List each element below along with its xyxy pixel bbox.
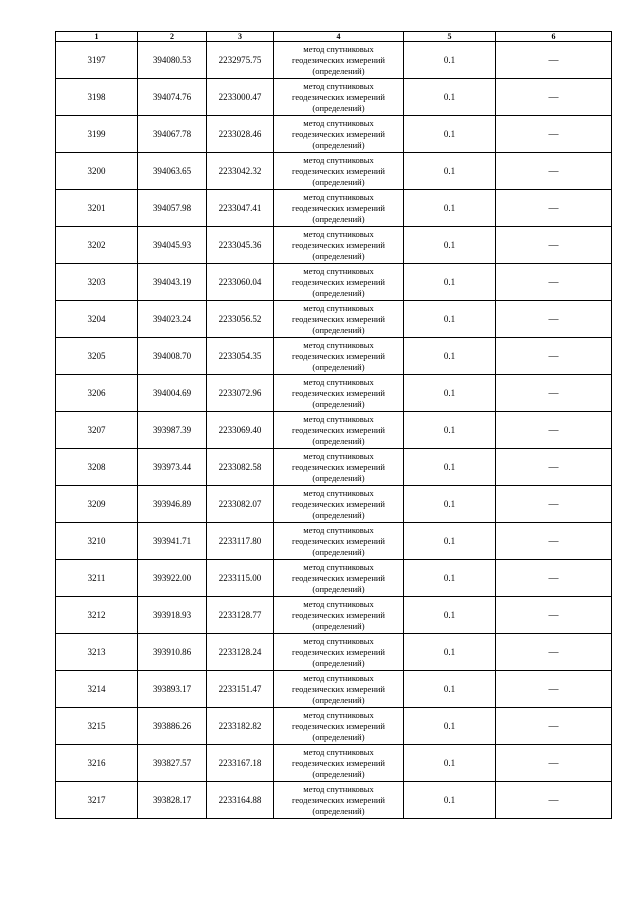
note-cell: — [496, 523, 612, 560]
note-cell: — [496, 301, 612, 338]
table-row [56, 375, 612, 412]
method-line-2: геодезических измерений [292, 720, 385, 731]
accuracy-cell: 0.1 [404, 227, 496, 264]
accuracy-cell: 0.1 [404, 264, 496, 301]
method-line-1: метод спутниковых [303, 154, 374, 165]
header-row [56, 32, 612, 42]
method-line-2: геодезических измерений [292, 54, 385, 65]
y-coordinate-cell: 2233117.80 [207, 523, 274, 560]
method-line-3: (определений) [312, 546, 365, 557]
method-cell [274, 412, 404, 449]
note-cell: — [496, 79, 612, 116]
column-header-6: 6 [496, 32, 612, 42]
method-line-1: метод спутниковых [303, 80, 374, 91]
column-header-3: 3 [207, 32, 274, 42]
x-coordinate-cell: 394023.24 [138, 301, 207, 338]
method-cell [274, 597, 404, 634]
table-row [56, 42, 612, 79]
note-cell: — [496, 153, 612, 190]
method-line-2: геодезических измерений [292, 165, 385, 176]
accuracy-cell: 0.1 [404, 671, 496, 708]
y-coordinate-cell: 2233115.00 [207, 560, 274, 597]
method-line-2: геодезических измерений [292, 461, 385, 472]
x-coordinate-cell: 393886.26 [138, 708, 207, 745]
note-cell: — [496, 412, 612, 449]
note-cell: — [496, 449, 612, 486]
method-line-1: метод спутниковых [303, 117, 374, 128]
method-line-3: (определений) [312, 657, 365, 668]
method-line-2: геодезических измерений [292, 313, 385, 324]
x-coordinate-cell: 393987.39 [138, 412, 207, 449]
accuracy-cell: 0.1 [404, 523, 496, 560]
point-number-cell: 3211 [56, 560, 138, 597]
accuracy-cell: 0.1 [404, 116, 496, 153]
point-number-cell: 3197 [56, 42, 138, 79]
point-number-cell: 3199 [56, 116, 138, 153]
point-number-cell: 3209 [56, 486, 138, 523]
method-line-3: (определений) [312, 324, 365, 335]
method-line-3: (определений) [312, 361, 365, 372]
y-coordinate-cell: 2233151.47 [207, 671, 274, 708]
accuracy-cell: 0.1 [404, 560, 496, 597]
method-line-2: геодезических измерений [292, 350, 385, 361]
x-coordinate-cell: 393922.00 [138, 560, 207, 597]
method-line-2: геодезических измерений [292, 91, 385, 102]
accuracy-cell: 0.1 [404, 745, 496, 782]
method-line-3: (определений) [312, 731, 365, 742]
point-number-cell: 3208 [56, 449, 138, 486]
point-number-cell: 3204 [56, 301, 138, 338]
coordinates-table [55, 31, 612, 819]
table-row [56, 338, 612, 375]
method-cell [274, 560, 404, 597]
x-coordinate-cell: 393946.89 [138, 486, 207, 523]
x-coordinate-cell: 394008.70 [138, 338, 207, 375]
method-line-2: геодезических измерений [292, 794, 385, 805]
method-line-1: метод спутниковых [303, 376, 374, 387]
point-number-cell: 3214 [56, 671, 138, 708]
method-line-3: (определений) [312, 398, 365, 409]
method-cell [274, 745, 404, 782]
method-line-1: метод спутниковых [303, 746, 374, 757]
table-row [56, 264, 612, 301]
method-cell [274, 190, 404, 227]
table-row [56, 116, 612, 153]
method-line-3: (определений) [312, 102, 365, 113]
method-line-1: метод спутниковых [303, 709, 374, 720]
table-row [56, 79, 612, 116]
table-row [56, 782, 612, 819]
accuracy-cell: 0.1 [404, 190, 496, 227]
method-line-1: метод спутниковых [303, 598, 374, 609]
column-header-1: 1 [56, 32, 138, 42]
table-row [56, 708, 612, 745]
table-row [56, 634, 612, 671]
method-line-1: метод спутниковых [303, 228, 374, 239]
y-coordinate-cell: 2233047.41 [207, 190, 274, 227]
table-row [56, 301, 612, 338]
table-row [56, 523, 612, 560]
y-coordinate-cell: 2233167.18 [207, 745, 274, 782]
table-header [56, 32, 612, 42]
y-coordinate-cell: 2233182.82 [207, 708, 274, 745]
point-number-cell: 3216 [56, 745, 138, 782]
point-number-cell: 3212 [56, 597, 138, 634]
note-cell: — [496, 560, 612, 597]
table-row [56, 449, 612, 486]
method-line-2: геодезических измерений [292, 683, 385, 694]
method-line-2: геодезических измерений [292, 498, 385, 509]
x-coordinate-cell: 393910.86 [138, 634, 207, 671]
note-cell: — [496, 745, 612, 782]
table-row [56, 745, 612, 782]
point-number-cell: 3205 [56, 338, 138, 375]
method-line-3: (определений) [312, 176, 365, 187]
note-cell: — [496, 708, 612, 745]
point-number-cell: 3202 [56, 227, 138, 264]
table-row [56, 412, 612, 449]
point-number-cell: 3215 [56, 708, 138, 745]
accuracy-cell: 0.1 [404, 597, 496, 634]
method-line-3: (определений) [312, 805, 365, 816]
method-line-1: метод спутниковых [303, 487, 374, 498]
note-cell: — [496, 116, 612, 153]
accuracy-cell: 0.1 [404, 375, 496, 412]
table-row [56, 560, 612, 597]
method-line-3: (определений) [312, 435, 365, 446]
method-line-1: метод спутниковых [303, 413, 374, 424]
method-cell [274, 449, 404, 486]
y-coordinate-cell: 2233082.58 [207, 449, 274, 486]
x-coordinate-cell: 394067.78 [138, 116, 207, 153]
method-line-1: метод спутниковых [303, 635, 374, 646]
column-header-2: 2 [138, 32, 207, 42]
method-line-2: геодезических измерений [292, 757, 385, 768]
column-header-4: 4 [274, 32, 404, 42]
point-number-cell: 3206 [56, 375, 138, 412]
note-cell: — [496, 597, 612, 634]
accuracy-cell: 0.1 [404, 301, 496, 338]
note-cell: — [496, 671, 612, 708]
x-coordinate-cell: 394004.69 [138, 375, 207, 412]
method-line-2: геодезических измерений [292, 387, 385, 398]
x-coordinate-cell: 393827.57 [138, 745, 207, 782]
x-coordinate-cell: 393918.93 [138, 597, 207, 634]
y-coordinate-cell: 2233060.04 [207, 264, 274, 301]
method-line-2: геодезических измерений [292, 128, 385, 139]
accuracy-cell: 0.1 [404, 153, 496, 190]
method-line-3: (определений) [312, 250, 365, 261]
table-row [56, 190, 612, 227]
method-line-3: (определений) [312, 65, 365, 76]
x-coordinate-cell: 394063.65 [138, 153, 207, 190]
accuracy-cell: 0.1 [404, 708, 496, 745]
y-coordinate-cell: 2233069.40 [207, 412, 274, 449]
method-cell [274, 671, 404, 708]
note-cell: — [496, 486, 612, 523]
point-number-cell: 3213 [56, 634, 138, 671]
table-body [56, 42, 612, 819]
accuracy-cell: 0.1 [404, 79, 496, 116]
method-line-2: геодезических измерений [292, 202, 385, 213]
y-coordinate-cell: 2232975.75 [207, 42, 274, 79]
method-line-1: метод спутниковых [303, 191, 374, 202]
note-cell: — [496, 227, 612, 264]
method-line-2: геодезических измерений [292, 609, 385, 620]
method-line-1: метод спутниковых [303, 672, 374, 683]
method-cell [274, 523, 404, 560]
y-coordinate-cell: 2233000.47 [207, 79, 274, 116]
method-line-3: (определений) [312, 139, 365, 150]
point-number-cell: 3201 [56, 190, 138, 227]
x-coordinate-cell: 394043.19 [138, 264, 207, 301]
note-cell: — [496, 634, 612, 671]
y-coordinate-cell: 2233042.32 [207, 153, 274, 190]
y-coordinate-cell: 2233045.36 [207, 227, 274, 264]
method-cell [274, 227, 404, 264]
method-cell [274, 634, 404, 671]
table-row [56, 153, 612, 190]
method-cell [274, 375, 404, 412]
method-line-3: (определений) [312, 620, 365, 631]
accuracy-cell: 0.1 [404, 449, 496, 486]
method-line-2: геодезических измерений [292, 535, 385, 546]
accuracy-cell: 0.1 [404, 42, 496, 79]
method-line-3: (определений) [312, 213, 365, 224]
note-cell: — [496, 42, 612, 79]
method-cell [274, 782, 404, 819]
x-coordinate-cell: 393973.44 [138, 449, 207, 486]
y-coordinate-cell: 2233128.77 [207, 597, 274, 634]
method-line-1: метод спутниковых [303, 524, 374, 535]
method-line-3: (определений) [312, 472, 365, 483]
column-header-5: 5 [404, 32, 496, 42]
method-line-2: геодезических измерений [292, 239, 385, 250]
method-line-2: геодезических измерений [292, 646, 385, 657]
y-coordinate-cell: 2233128.24 [207, 634, 274, 671]
accuracy-cell: 0.1 [404, 634, 496, 671]
y-coordinate-cell: 2233072.96 [207, 375, 274, 412]
point-number-cell: 3203 [56, 264, 138, 301]
x-coordinate-cell: 394057.98 [138, 190, 207, 227]
x-coordinate-cell: 393893.17 [138, 671, 207, 708]
x-coordinate-cell: 393941.71 [138, 523, 207, 560]
method-line-3: (определений) [312, 768, 365, 779]
method-line-1: метод спутниковых [303, 43, 374, 54]
method-cell [274, 116, 404, 153]
x-coordinate-cell: 393828.17 [138, 782, 207, 819]
point-number-cell: 3210 [56, 523, 138, 560]
method-line-3: (определений) [312, 694, 365, 705]
note-cell: — [496, 190, 612, 227]
table-row [56, 671, 612, 708]
method-cell [274, 42, 404, 79]
accuracy-cell: 0.1 [404, 486, 496, 523]
x-coordinate-cell: 394045.93 [138, 227, 207, 264]
y-coordinate-cell: 2233056.52 [207, 301, 274, 338]
method-cell [274, 708, 404, 745]
method-line-2: геодезических измерений [292, 276, 385, 287]
method-line-1: метод спутниковых [303, 339, 374, 350]
accuracy-cell: 0.1 [404, 782, 496, 819]
method-line-3: (определений) [312, 287, 365, 298]
table-row [56, 597, 612, 634]
method-line-1: метод спутниковых [303, 265, 374, 276]
method-line-1: метод спутниковых [303, 302, 374, 313]
table-row [56, 486, 612, 523]
y-coordinate-cell: 2233028.46 [207, 116, 274, 153]
x-coordinate-cell: 394080.53 [138, 42, 207, 79]
method-cell [274, 79, 404, 116]
method-line-1: метод спутниковых [303, 783, 374, 794]
point-number-cell: 3217 [56, 782, 138, 819]
method-cell [274, 153, 404, 190]
method-line-3: (определений) [312, 583, 365, 594]
x-coordinate-cell: 394074.76 [138, 79, 207, 116]
point-number-cell: 3198 [56, 79, 138, 116]
method-line-3: (определений) [312, 509, 365, 520]
method-cell [274, 486, 404, 523]
method-line-1: метод спутниковых [303, 450, 374, 461]
point-number-cell: 3200 [56, 153, 138, 190]
method-cell [274, 264, 404, 301]
method-line-1: метод спутниковых [303, 561, 374, 572]
method-cell [274, 338, 404, 375]
note-cell: — [496, 782, 612, 819]
method-line-2: геодезических измерений [292, 424, 385, 435]
accuracy-cell: 0.1 [404, 338, 496, 375]
accuracy-cell: 0.1 [404, 412, 496, 449]
method-cell [274, 301, 404, 338]
method-line-2: геодезических измерений [292, 572, 385, 583]
table-row [56, 227, 612, 264]
note-cell: — [496, 338, 612, 375]
y-coordinate-cell: 2233082.07 [207, 486, 274, 523]
y-coordinate-cell: 2233054.35 [207, 338, 274, 375]
note-cell: — [496, 375, 612, 412]
point-number-cell: 3207 [56, 412, 138, 449]
note-cell: — [496, 264, 612, 301]
y-coordinate-cell: 2233164.88 [207, 782, 274, 819]
